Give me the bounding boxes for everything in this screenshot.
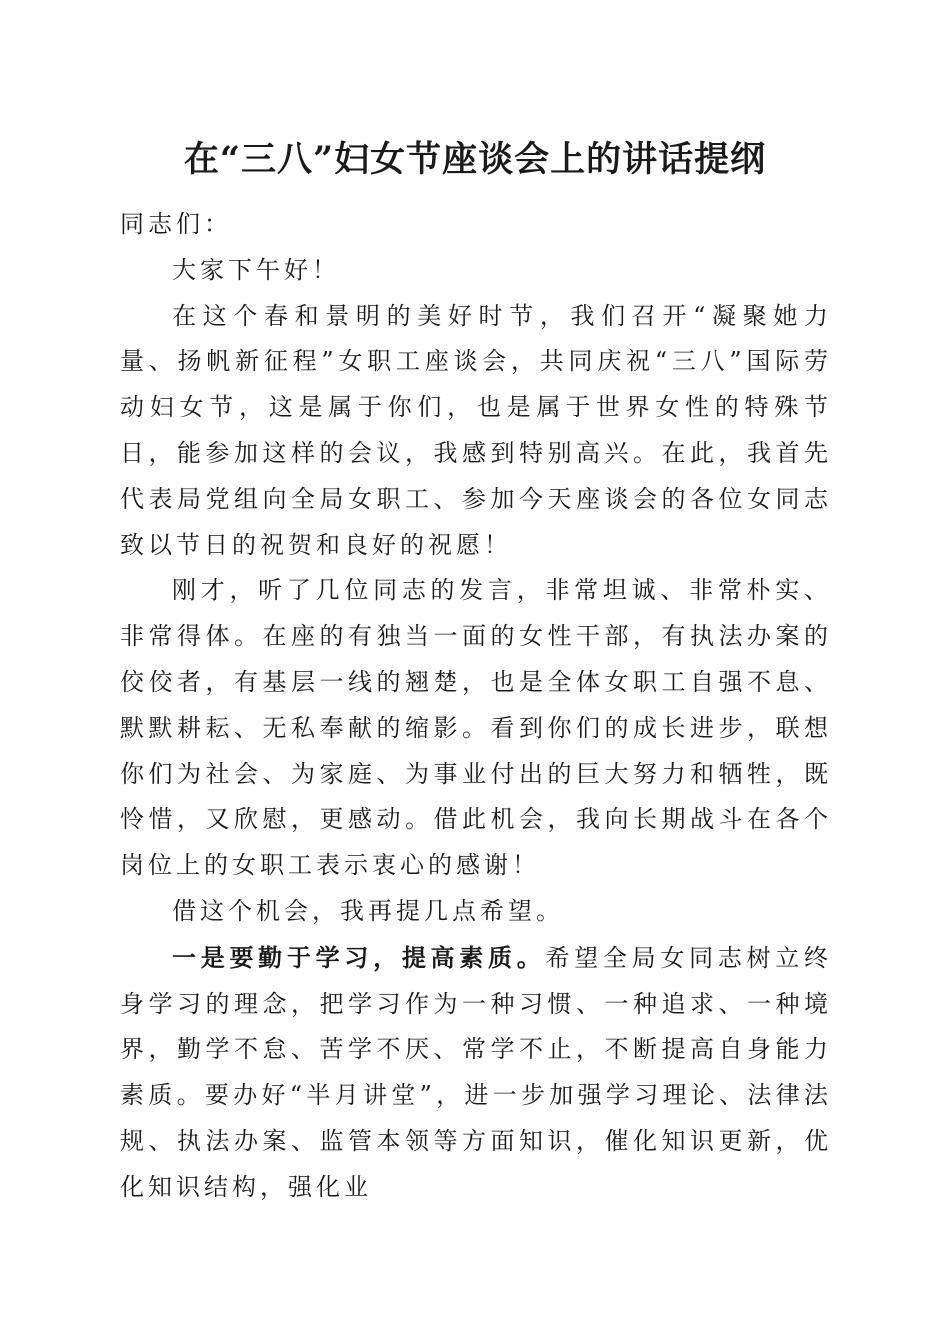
paragraph-point-one [120,935,832,1211]
paragraph-hopes-intro: 借这个机会，我再提几点希望。 [172,896,564,925]
document-body [120,202,832,1211]
document-title: 在“三八”妇女节座谈会上的讲话提纲 [183,139,767,180]
salutation: 同志们： [120,210,232,238]
paragraph-opening: 在这个春和景明的美好时节，我们召开“凝聚她力量、扬帆新征程”女职工座谈会，共同庆祝“三八”国际劳动妇女节，这是属于你们，也是属于世界女性的特殊节日，能参加这样的会议，我感到特别高兴。在此，我首先代表局党组向全局女职工、参加今天座谈会的各位女同志致以节日的祝贺和良好的祝愿！ [120,301,832,559]
paragraph-thanks: 刚才，听了几位同志的发言，非常坦诚、非常朴实、非常得体。在座的有独当一面的女性干部，有执法办案的佼佼者，有基层一线的翘楚，也是全体女职工自强不息、默默耕耘、无私奉献的缩影。看到你们的成长进步，联想你们为社会、为家庭、为事业付出的巨大努力和牺牲，既怜惜，又欣慰，更感动。借此机会，我向长期战斗在各个岗位上的女职工表示衷心的感谢！ [120,576,832,880]
greeting-paragraph: 大家下午好！ [172,255,340,284]
point-one-text: 希望全局女同志树立终身学习的理念，把学习作为一种习惯、一种追求、一种境界，勤学不怠、苦学不厌、常学不止，不断提高自身能力素质。要办好“半月讲堂”，进一步加强学习理论、法律法规、执法办案、监管本领等方面知识，催化知识更新，优化知识结构，强化业 [120,943,833,1201]
point-one-heading: 一是要勤于学习，提高素质。 [172,942,546,972]
